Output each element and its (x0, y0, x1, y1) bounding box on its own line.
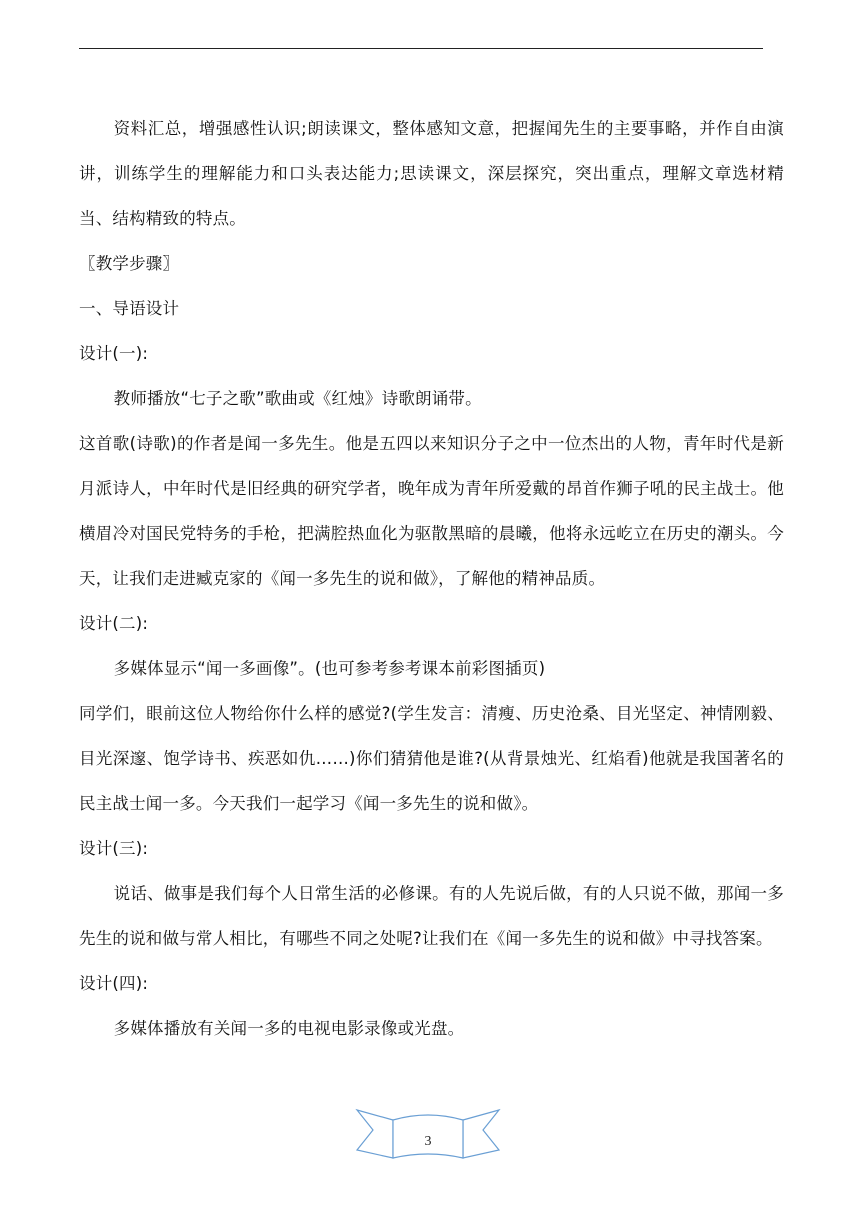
page-footer (355, 1106, 501, 1164)
design-1-instruction: 教师播放“七子之歌”歌曲或《红烛》诗歌朗诵带。 (113, 389, 482, 408)
design-2-body: 同学们，眼前这位人物给你什么样的感觉?(学生发言：清瘦、历史沧桑、目光坚定、神情刚毅、目光深邃、饱学诗书、疾恶如仇……)你们猜猜他是谁?(从背景烛光、红焰看)他就是我国著名的民主战士闻一多。今天我们一起学习《闻一多先生的说和做》。 (79, 704, 784, 813)
intro-paragraph: 资料汇总，增强感性认识;朗读课文，整体感知文意，把握闻先生的主要事略，并作自由演讲，训练学生的理解能力和口头表达能力;思读课文，深层探究，突出重点，理解文章选材精当、结构精致的特点。 (79, 119, 784, 228)
design-2-label: 设计(二): (79, 614, 149, 633)
design-3-body: 说话、做事是我们每个人日常生活的必修课。有的人先说后做，有的人只说不做，那闻一多先生的说和做与常人相比，有哪些不同之处呢?让我们在《闻一多先生的说和做》中寻找答案。 (79, 884, 784, 948)
page-number: 3 (424, 1134, 432, 1149)
design-4-label: 设计(四): (79, 974, 149, 993)
document-body (79, 106, 784, 1051)
design-3-label: 设计(三): (79, 839, 149, 858)
header-rule (79, 48, 763, 49)
design-1-label: 设计(一): (79, 344, 149, 363)
design-2-instruction: 多媒体显示“闻一多画像”。(也可参考参考课本前彩图插页) (113, 659, 546, 678)
design-1-body: 这首歌(诗歌)的作者是闻一多先生。他是五四以来知识分子之中一位杰出的人物，青年时代是新月派诗人，中年时代是旧经典的研究学者，晚年成为青年所爱戴的昂首作狮子吼的民主战士。他横眉冷对国民党特务的手枪，把满腔热血化为驱散黑暗的晨曦，他将永远屹立在历史的潮头。今天，让我们走进臧克家的《闻一多先生的说和做》，了解他的精神品质。 (79, 434, 784, 588)
section-heading-intro-design: 一、导语设计 (79, 299, 180, 318)
design-4-instruction: 多媒体播放有关闻一多的电视电影录像或光盘。 (113, 1019, 465, 1038)
section-heading-teaching-steps: 〖教学步骤〗 (79, 254, 180, 273)
